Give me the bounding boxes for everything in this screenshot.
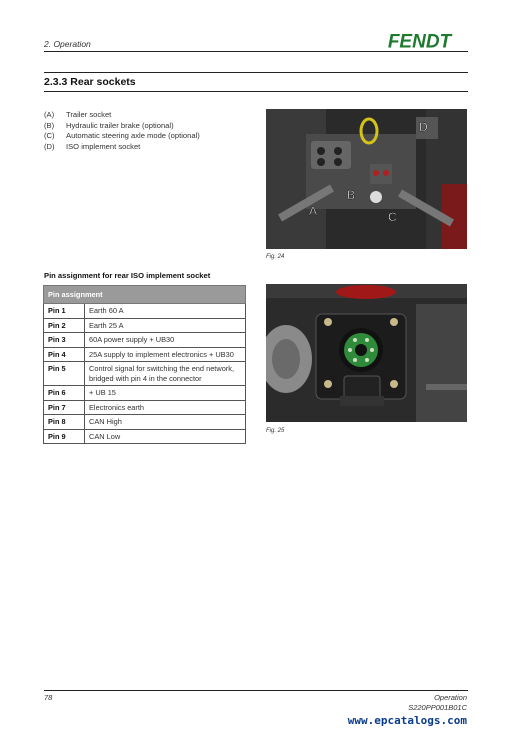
label-d: D <box>419 120 428 134</box>
description-cell: Electronics earth <box>85 400 246 415</box>
description-cell: Control signal for switching the end network, bridged with pin 4 in the connector <box>85 362 246 386</box>
section-rule-bottom <box>44 91 468 92</box>
iso-socket-photo <box>266 284 467 422</box>
legend-item: (C) Automatic steering axle mode (optional) <box>44 131 200 140</box>
table-row <box>44 415 246 430</box>
description-cell: CAN Low <box>85 429 246 444</box>
pin-cell: Pin 7 <box>44 400 85 415</box>
pin-cell: Pin 2 <box>44 318 85 333</box>
section-title: 2.3.3 Rear sockets <box>44 76 136 88</box>
table-title: Pin assignment for rear ISO implement socket <box>44 271 211 280</box>
description-cell: Earth 60 A <box>85 304 246 319</box>
table-row <box>44 400 246 415</box>
pin-cell: Pin 8 <box>44 415 85 430</box>
fendt-logo <box>372 31 467 51</box>
footer-doc-code: S220PP001B01C <box>408 702 467 712</box>
label-c: C <box>388 210 397 224</box>
page-number: 78 <box>44 693 53 702</box>
legend-item: (B) Hydraulic trailer brake (optional) <box>44 120 174 130</box>
description-cell: Earth 25 A <box>85 318 246 333</box>
description-cell: 60A power supply + UB30 <box>85 333 246 348</box>
table-header: Pin assignment <box>44 286 246 304</box>
legend-item: (A) Trailer socket <box>44 110 112 119</box>
table-row <box>44 362 246 386</box>
legend-item: (D) ISO implement socket <box>44 141 141 151</box>
table-row <box>44 318 246 333</box>
header-rule <box>44 51 468 52</box>
chapter-heading: 2. Operation <box>44 39 91 49</box>
pin-cell: Pin 6 <box>44 386 85 401</box>
footer-section-title: Operation <box>434 693 467 702</box>
socket-legend <box>44 110 259 152</box>
description-cell: + UB 15 <box>85 386 246 401</box>
footer-section <box>408 693 467 712</box>
table-header-row <box>44 286 246 304</box>
pin-cell: Pin 1 <box>44 304 85 319</box>
watermark-link[interactable]: www.epcatalogs.com <box>347 714 467 727</box>
figure-24-caption: Fig. 24 <box>266 254 285 260</box>
pin-cell: Pin 5 <box>44 362 85 386</box>
section-rule-top <box>44 72 468 73</box>
pin-assignment-table <box>43 285 246 444</box>
table-row <box>44 347 246 362</box>
table-row <box>44 333 246 348</box>
label-a: A <box>309 204 318 218</box>
table-row <box>44 304 246 319</box>
pin-cell: Pin 3 <box>44 333 85 348</box>
table-row <box>44 386 246 401</box>
figure-25-caption: Fig. 25 <box>266 428 285 434</box>
description-cell: CAN High <box>85 415 246 430</box>
table-row <box>44 429 246 444</box>
label-b: B <box>347 188 356 202</box>
rear-sockets-photo <box>266 109 467 249</box>
footer-rule <box>44 690 468 691</box>
pin-cell: Pin 9 <box>44 429 85 444</box>
pin-cell: Pin 4 <box>44 347 85 362</box>
logo-text: FENDT <box>387 31 452 51</box>
description-cell: 25A supply to implement electronics + UB30 <box>85 347 246 362</box>
